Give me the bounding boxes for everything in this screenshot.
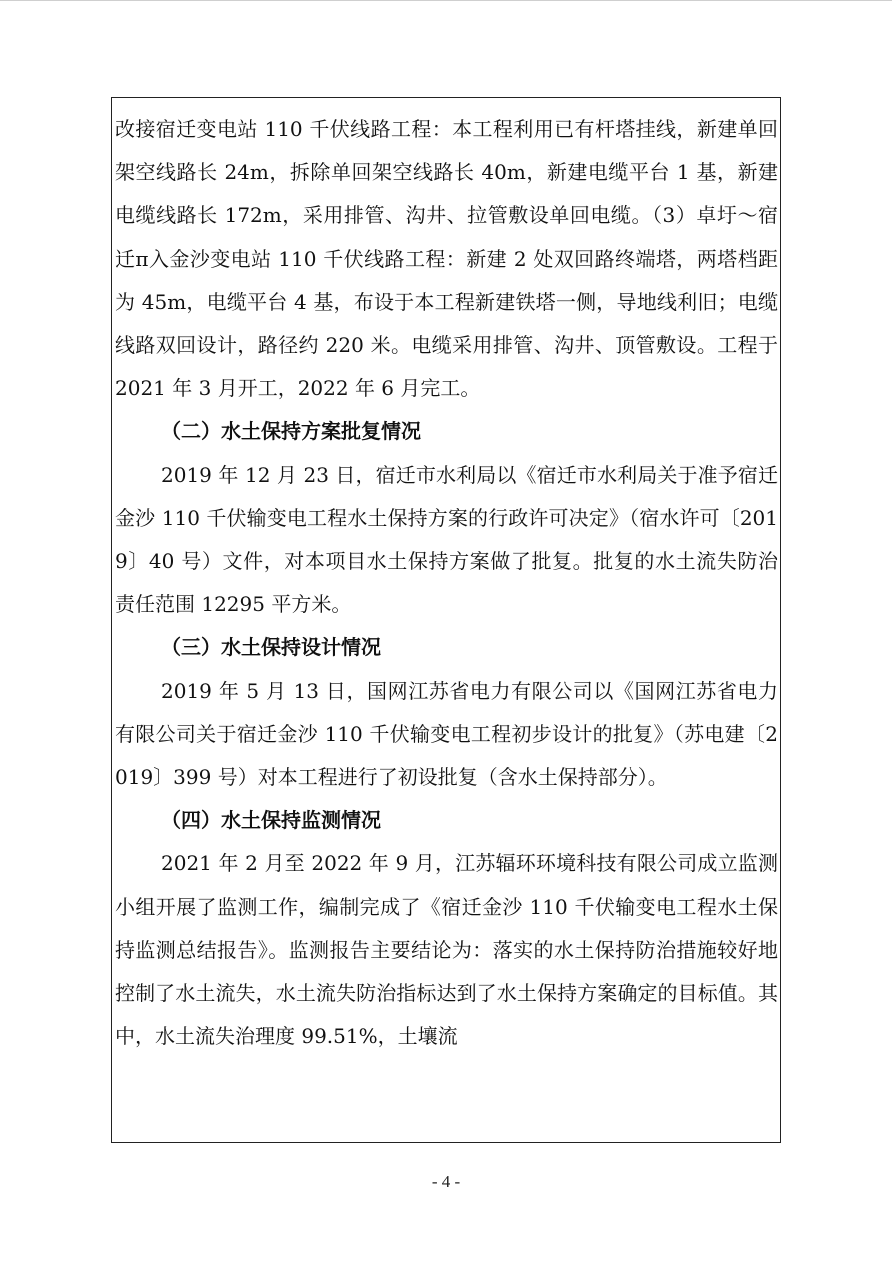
- paragraph-plan-approval: 2019 年 12 月 23 日，宿迁市水利局以《宿迁市水利局关于准予宿迁金沙 110 千伏输变电工程水土保持方案的行政许可决定》（宿水许可〔2019〕40 号）文件，对本项目水土保持方案做了批复。批复的水土流失防治责任范围 12295 平方米。: [115, 462, 778, 617]
- heading-monitoring: （四）水土保持监测情况: [161, 808, 381, 833]
- paragraph-line-works: 改接宿迁变电站 110 千伏线路工程：本工程利用已有杆塔挂线，新建单回架空线路长 24m，拆除单回架空线路长 40m，新建电缆平台 1 基，新建电缆线路长 172m，采用排管、沟井、拉管敷设单回电缆。（3）卓圩～宿迁π入金沙变电站 110 千伏线路工程：新建 2 处双回路终端塔，两塔档距为 45m，电缆平台 4 基，布设于本工程新建铁塔一侧，导地线利旧；电缆线路双回设计，路径约 220 米。电缆采用排管、沟井、顶管敷设。工程于 2021 年 3 月开工，2022 年 6 月完工。: [115, 117, 778, 401]
- paragraph-monitoring: 2021 年 2 月至 2022 年 9 月，江苏辐环环境科技有限公司成立监测小组开展了监测工作，编制完成了《宿迁金沙 110 千伏输变电工程水土保持监测总结报告》。监测报告主要结论为：落实的水土保持防治措施较好地控制了水土流失，水土流失防治指标达到了水土保持方案确定的目标值。其中，水土流失治理度 99.51%，土壤流: [115, 851, 778, 1049]
- document-frame: [111, 97, 781, 1143]
- top-edge-rule: [0, 0, 892, 1]
- heading-design: （三）水土保持设计情况: [161, 635, 381, 660]
- heading-plan-approval: （二）水土保持方案批复情况: [161, 419, 421, 444]
- document-body: [112, 108, 780, 1058]
- paragraph-design: 2019 年 5 月 13 日，国网江苏省电力有限公司以《国网江苏省电力有限公司关于宿迁金沙 110 千伏输变电工程初步设计的批复》（苏电建〔2019〕399 号）对本工程进行了初设批复（含水土保持部分）。: [115, 678, 778, 790]
- page-number: - 4 -: [431, 1172, 461, 1191]
